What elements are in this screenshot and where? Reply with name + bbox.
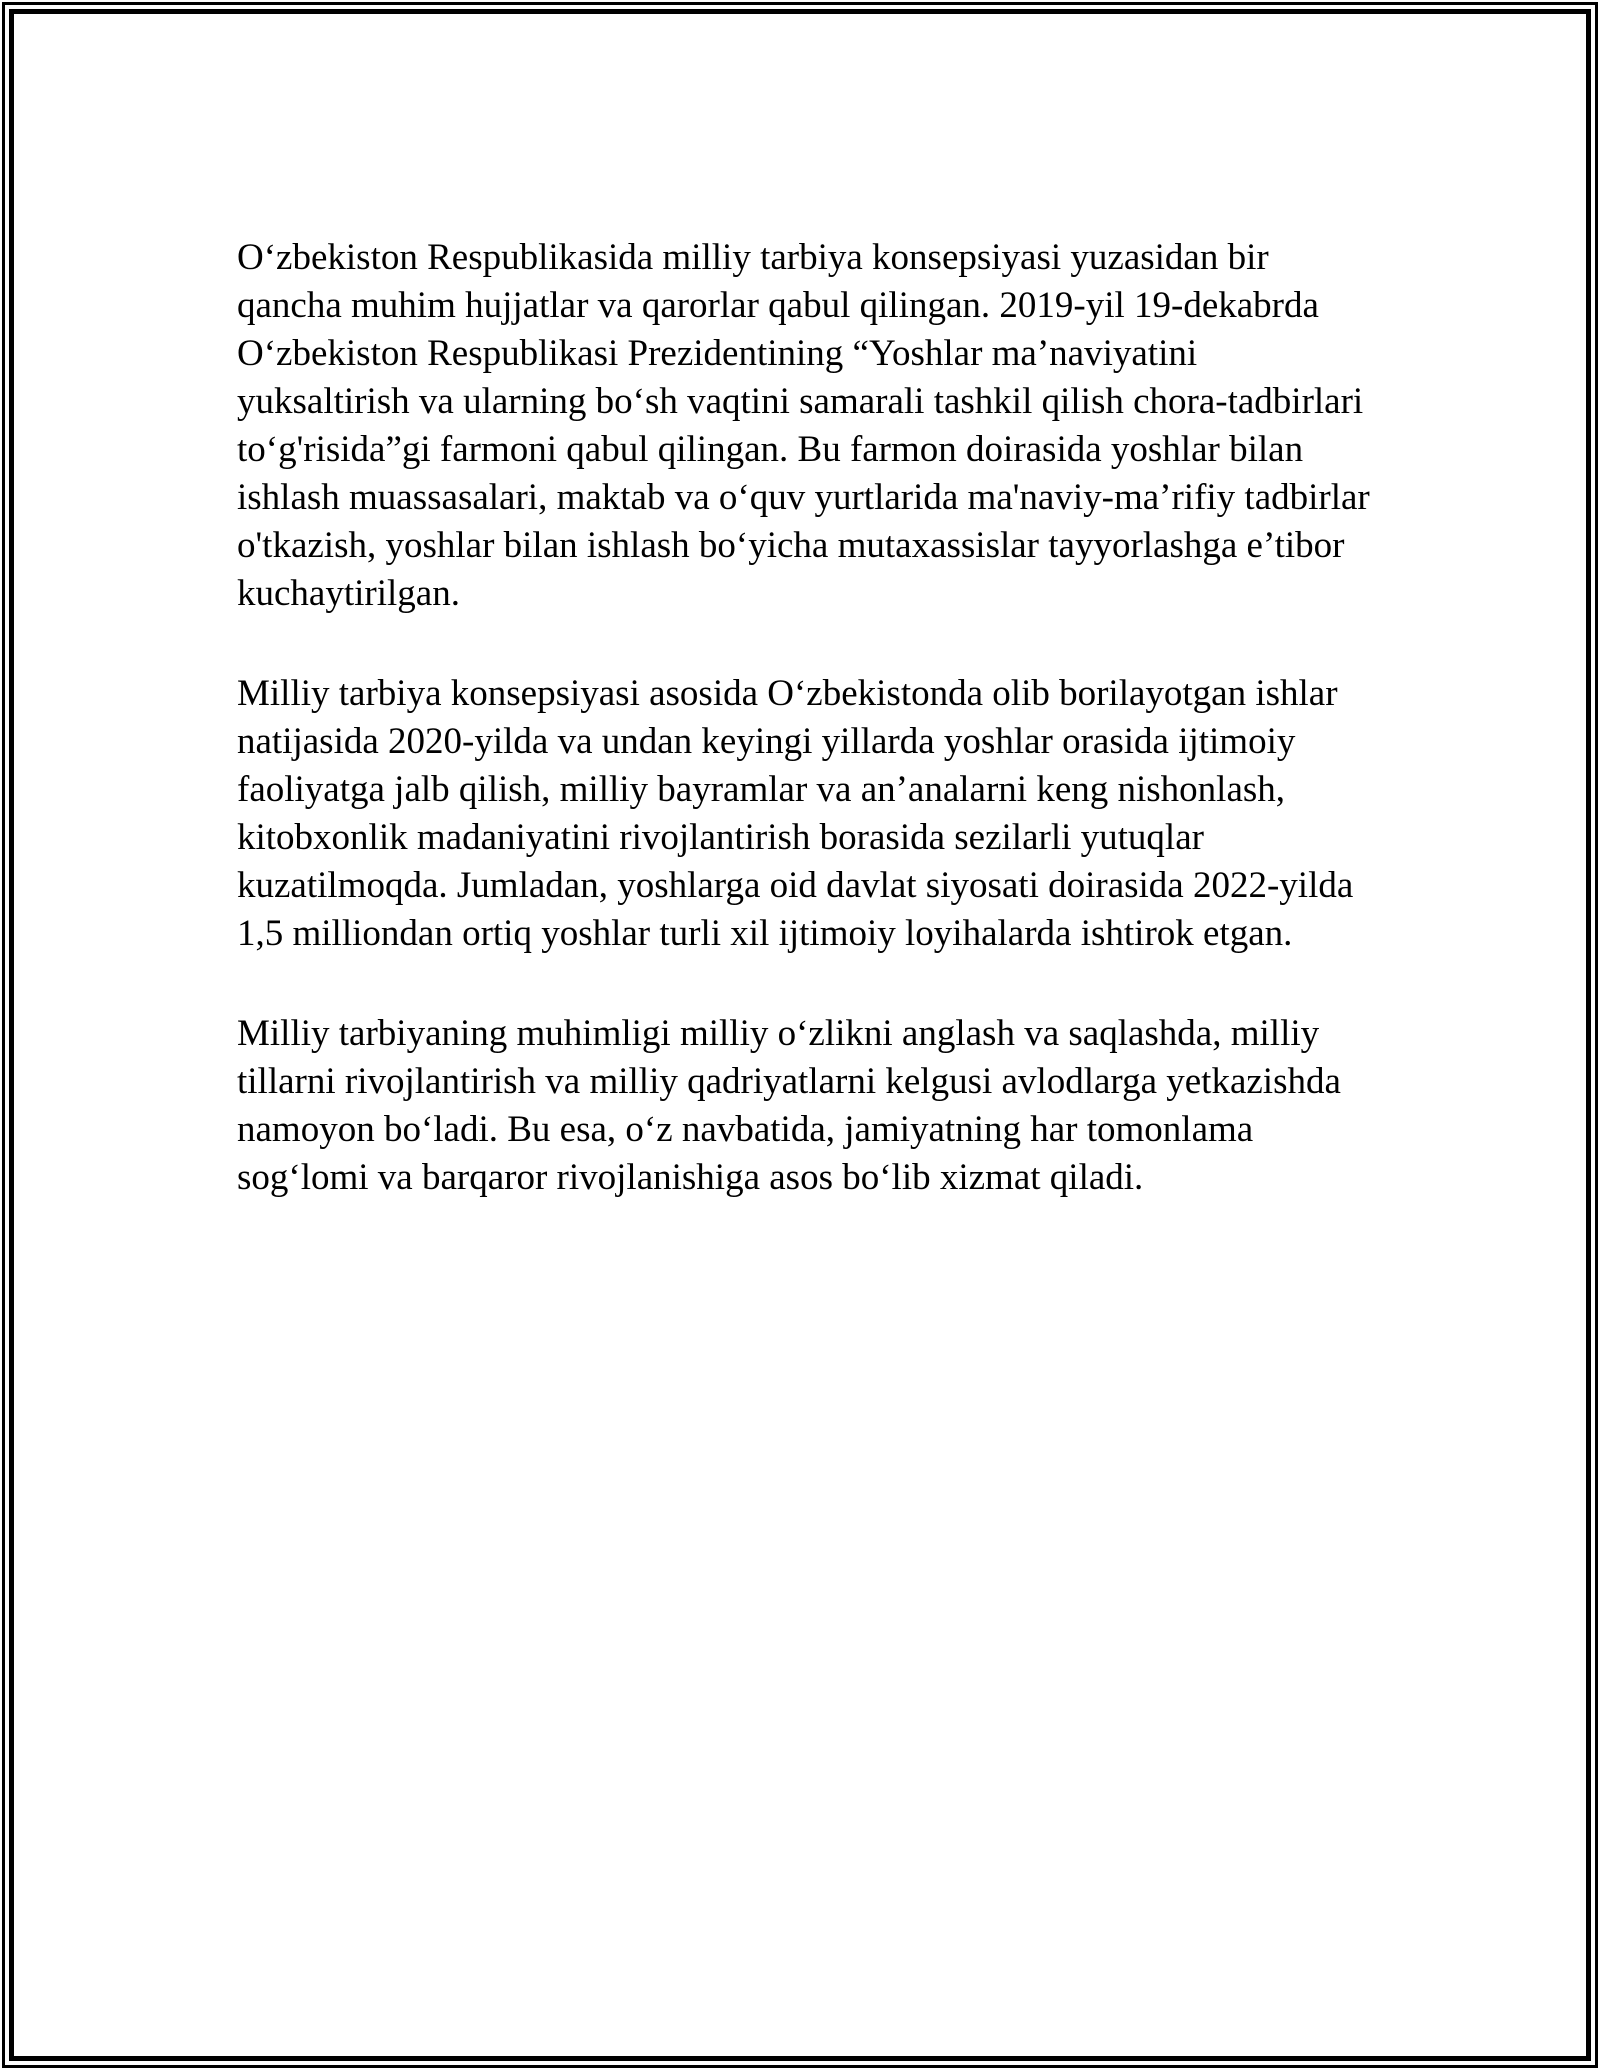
text-line: O‘zbekiston Respublikasida milliy tarbiya konsepsiyasi yuzasidan bir <box>237 237 1269 278</box>
text-line: namoyon bo‘ladi. Bu esa, o‘z navbatida, jamiyatning har tomonlama <box>237 1109 1254 1150</box>
text-line: to‘g'risida”gi farmoni qabul qilingan. Bu farmon doirasida yoshlar bilan <box>237 429 1304 470</box>
text-line: kitobxonlik madaniyatini rivojlantirish borasida sezilarli yutuqlar <box>237 817 1204 858</box>
text-line: kuzatilmoqda. Jumladan, yoshlarga oid davlat siyosati doirasida 2022-yilda <box>237 865 1354 906</box>
document-body <box>237 234 1370 1254</box>
text-line: sog‘lomi va barqaror rivojlanishiga asos bo‘lib xizmat qiladi. <box>237 1157 1144 1198</box>
text-line: yuksaltirish va ularning bo‘sh vaqtini samarali tashkil qilish chora-tadbirlari <box>237 381 1364 422</box>
text-line: Milliy tarbiya konsepsiyasi asosida O‘zbekistonda olib borilayotgan ishlar <box>237 673 1338 714</box>
text-line: ishlash muassasalari, maktab va o‘quv yurtlarida ma'naviy-ma’rifiy tadbirlar <box>237 477 1370 518</box>
paragraph <box>237 234 1370 618</box>
text-line: natijasida 2020-yilda va undan keyingi yillarda yoshlar orasida ijtimoiy <box>237 721 1296 762</box>
paragraph <box>237 670 1367 958</box>
text-line: Milliy tarbiyaning muhimligi milliy o‘zlikni anglash va saqlashda, milliy <box>237 1013 1320 1054</box>
text-line: kuchaytirilgan. <box>237 573 460 614</box>
text-line: O‘zbekiston Respublikasi Prezidentining “Yoshlar ma’naviyatini <box>237 333 1198 374</box>
text-line: 1,5 milliondan ortiq yoshlar turli xil ijtimoiy loyihalarda ishtirok etgan. <box>237 913 1293 954</box>
text-line: o'tkazish, yoshlar bilan ishlash bo‘yicha mutaxassislar tayyorlashga e’tibor <box>237 525 1345 566</box>
paragraph <box>237 1010 1367 1202</box>
text-line: tillarni rivojlantirish va milliy qadriyatlarni kelgusi avlodlarga yetkazishda <box>237 1061 1341 1102</box>
text-line: qancha muhim hujjatlar va qarorlar qabul qilingan. 2019-yil 19-dekabrda <box>237 285 1319 326</box>
text-line: faoliyatga jalb qilish, milliy bayramlar va an’analarni keng nishonlash, <box>237 769 1286 810</box>
